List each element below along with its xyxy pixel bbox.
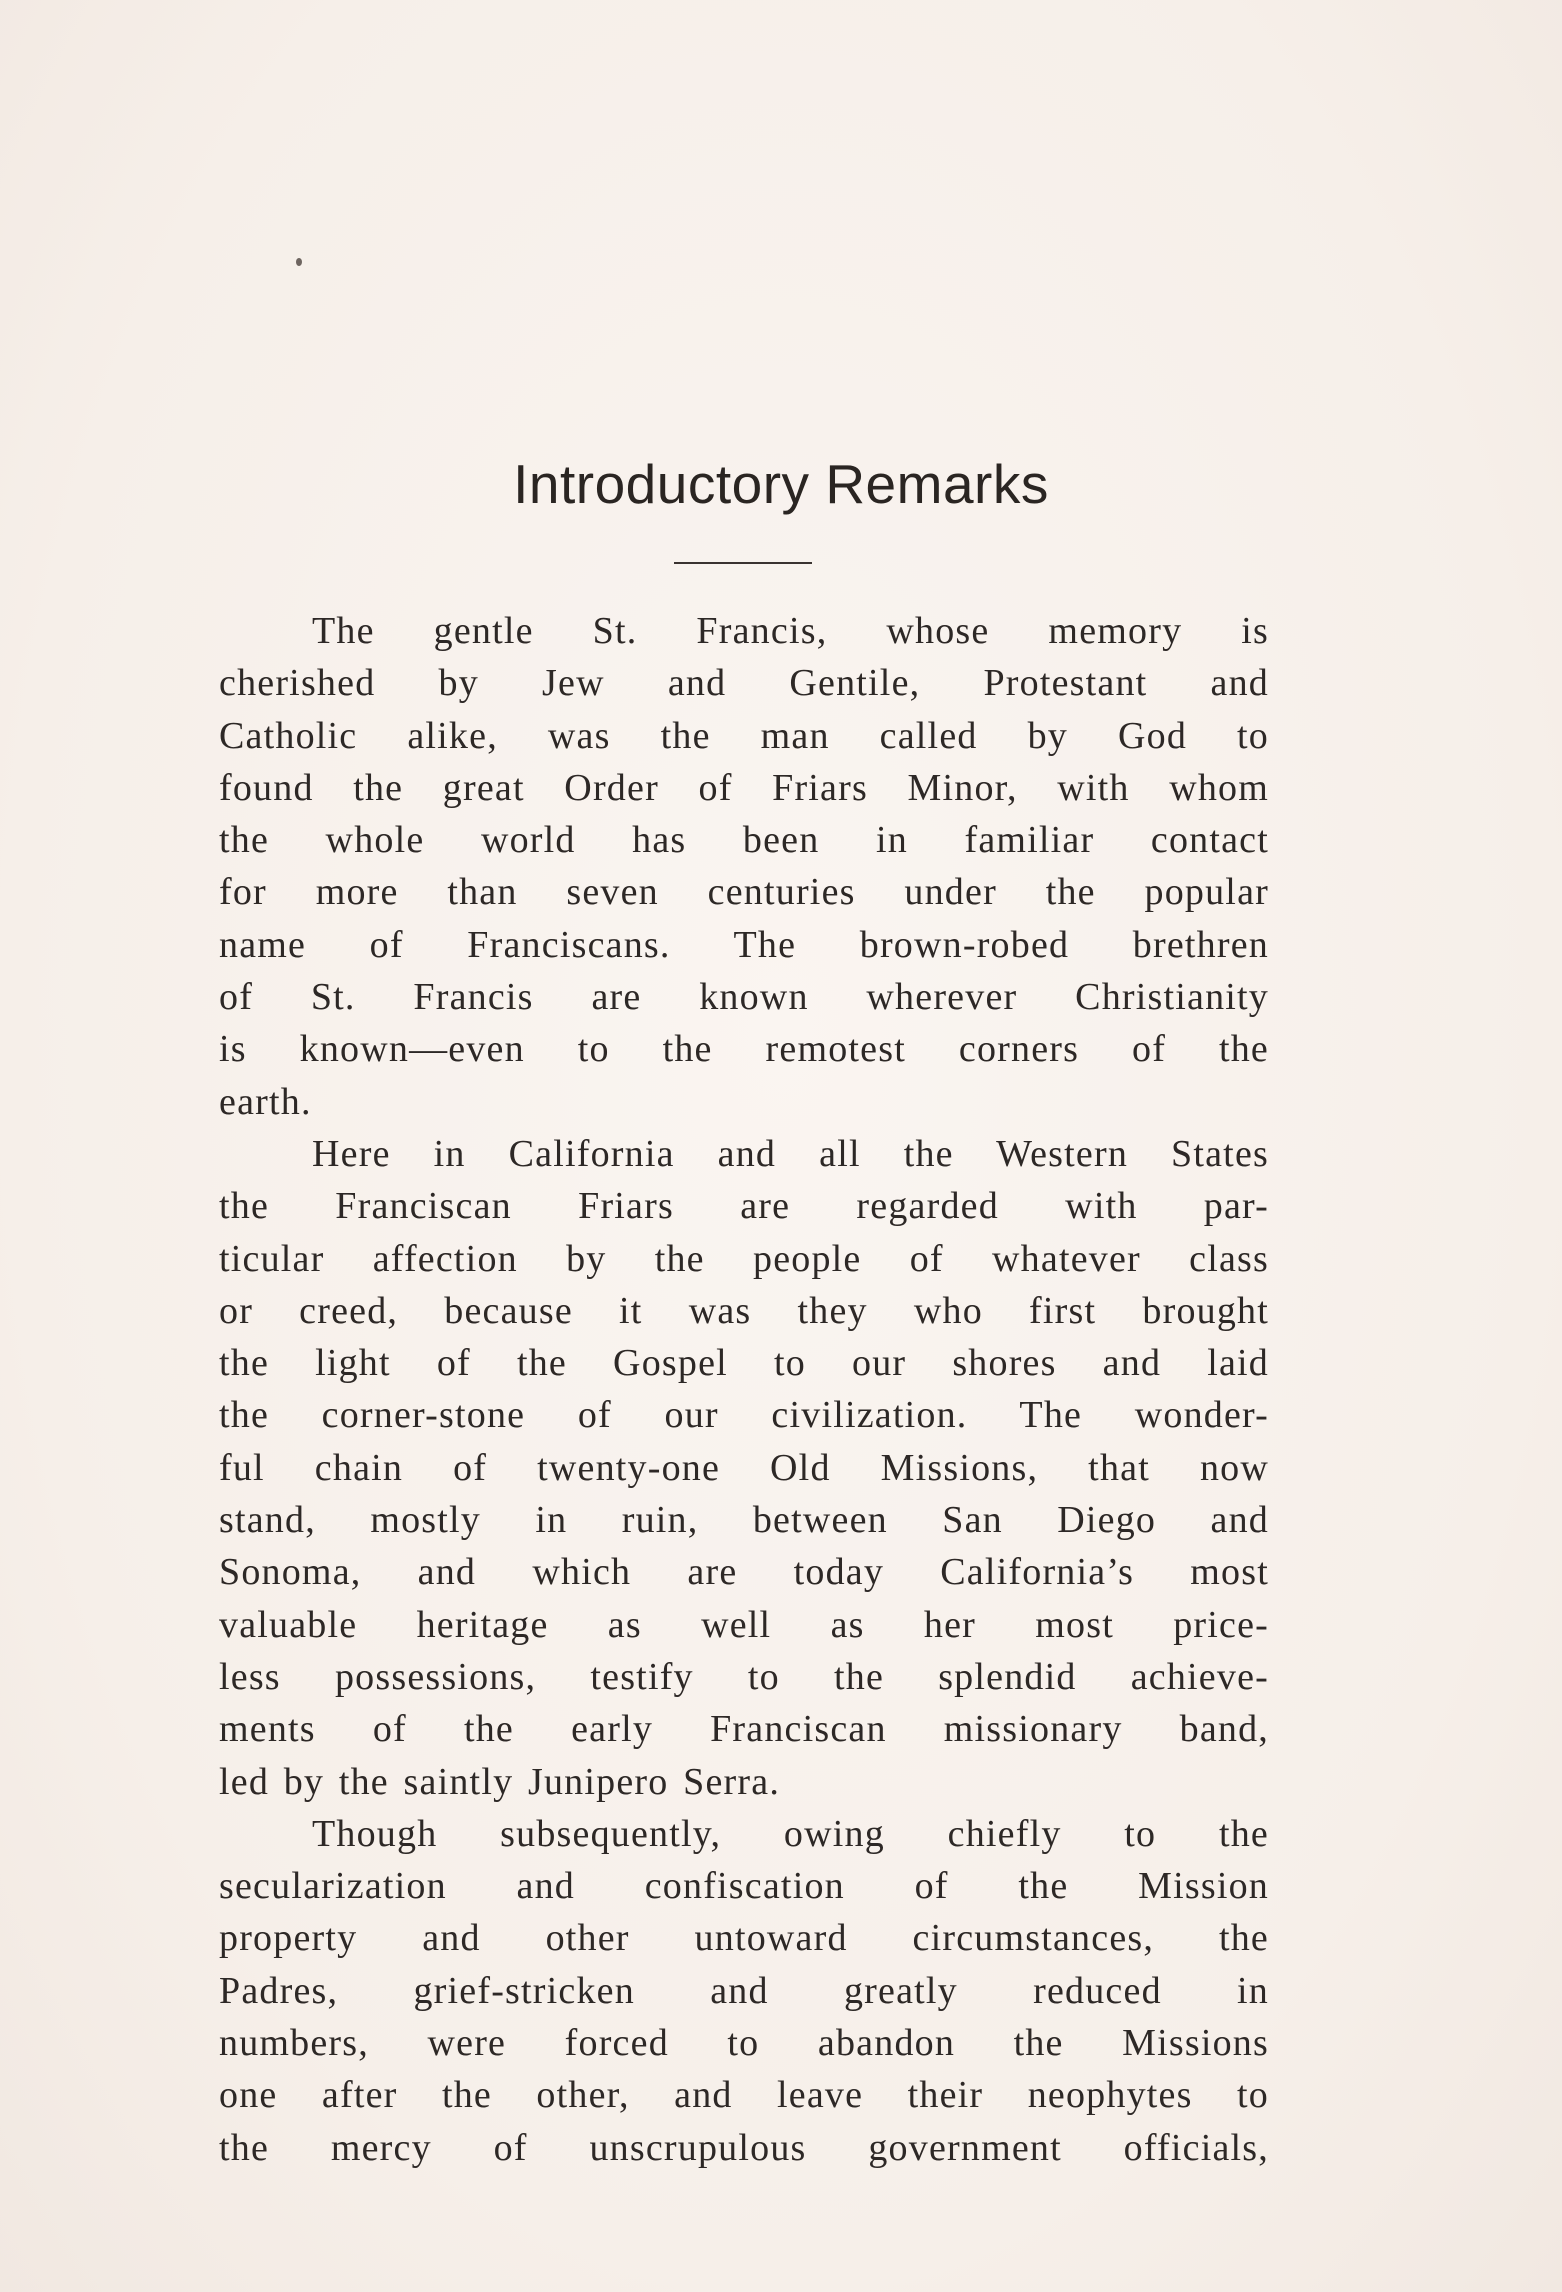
text-line: Though subsequently, owing chiefly to the bbox=[312, 1812, 1269, 1855]
text-line: ments of the early Franciscan missionary band, bbox=[219, 1708, 1269, 1751]
body-text bbox=[219, 605, 1269, 2174]
text-line: cherished by Jew and Gentile, Protestant and bbox=[219, 662, 1269, 705]
text-line: led by the saintly Junipero Serra. bbox=[219, 1760, 781, 1803]
title-rule bbox=[674, 562, 812, 564]
text-line: is known—even to the remotest corners of the bbox=[219, 1028, 1269, 1071]
text-line: earth. bbox=[219, 1080, 312, 1123]
text-line: Padres, grief-stricken and greatly reduced in bbox=[219, 1969, 1269, 2012]
text-line: ful chain of twenty-one Old Missions, that now bbox=[219, 1446, 1269, 1489]
text-line: less possessions, testify to the splendid achieve- bbox=[219, 1655, 1269, 1698]
text-line: the corner-stone of our civilization. The wonder- bbox=[219, 1394, 1269, 1437]
text-line: name of Franciscans. The brown-robed brethren bbox=[219, 923, 1269, 966]
text-line: property and other untoward circumstances, the bbox=[219, 1917, 1269, 1960]
text-line: The gentle St. Francis, whose memory is bbox=[312, 610, 1269, 652]
text-line: stand, mostly in ruin, between San Diego and bbox=[219, 1499, 1269, 1542]
text-line: of St. Francis are known wherever Christianity bbox=[219, 976, 1269, 1019]
text-line: ticular affection by the people of whatever class bbox=[219, 1237, 1269, 1280]
ink-speck bbox=[296, 258, 302, 266]
page-title: Introductory Remarks bbox=[513, 453, 1049, 515]
text-line: one after the other, and leave their neophytes to bbox=[219, 2074, 1269, 2117]
text-line: Here in California and all the Western States bbox=[312, 1132, 1269, 1175]
text-line: secularization and confiscation of the Mission bbox=[219, 1865, 1269, 1908]
text-line: Catholic alike, was the man called by God to bbox=[219, 714, 1269, 757]
text-line: valuable heritage as well as her most price- bbox=[219, 1603, 1269, 1646]
text-line: the Franciscan Friars are regarded with par- bbox=[219, 1185, 1269, 1228]
text-line: the mercy of unscrupulous government officials, bbox=[219, 2126, 1269, 2169]
text-line: numbers, were forced to abandon the Missions bbox=[219, 2022, 1269, 2065]
text-line: or creed, because it was they who first brought bbox=[219, 1289, 1269, 1332]
text-line: found the great Order of Friars Minor, with whom bbox=[219, 766, 1269, 809]
text-line: Sonoma, and which are today California’s most bbox=[219, 1551, 1269, 1594]
text-line: the whole world has been in familiar contact bbox=[219, 819, 1269, 862]
text-line: the light of the Gospel to our shores and laid bbox=[219, 1342, 1269, 1385]
text-line: for more than seven centuries under the popular bbox=[219, 871, 1269, 914]
